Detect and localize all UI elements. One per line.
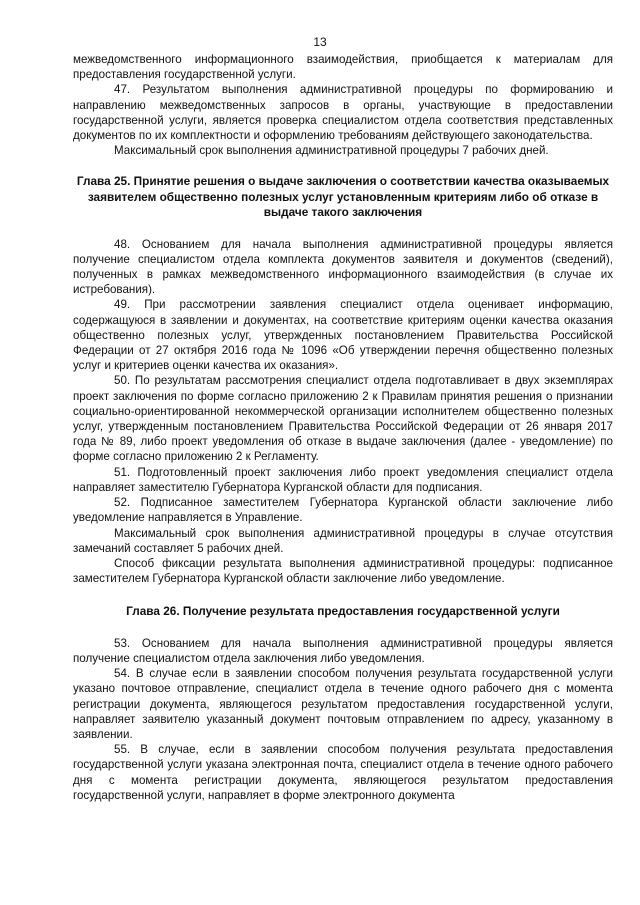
chapter-25-heading: Глава 25. Принятие решения о выдаче заключения о соответствии качества оказываемых заявителем общественно полезных услуг установленным критериям либо об отказе в выдаче такого заключения	[76, 174, 610, 220]
chapter-26-heading: Глава 26. Получение результата предоставления государственной услуги	[126, 604, 560, 619]
paragraph-52: 52. Подписанное заместителем Губернатора Курганской области заключение либо уведомление направляется в Управление.	[73, 496, 613, 525]
paragraph-continuation: межведомственного информационного взаимодействия, приобщается к материалам для предоставления государственной услуги.	[73, 53, 613, 82]
paragraph-54: 54. В случае если в заявлении способом получения результата государственной услуги указано почтовое отправление, специалист отдела в течение одного рабочего дня с момента регистрации документа, являющегося результатом предоставления государственной услуги, направляет заявителю указанный документ почтовым отправлением по адресу, указанному в заявлении.	[73, 667, 613, 741]
paragraph-48: 48. Основанием для начала выполнения административной процедуры является получение специалистом отдела комплекта документов заявителя и документов (сведений), полученных в рамках межведомственного информационного взаимодействия (в случае их истребования).	[73, 237, 613, 297]
paragraph-max-term-5: Максимальный срок выполнения административной процедуры в случае отсутствия замечаний составляет 5 рабочих дней.	[73, 526, 613, 555]
paragraph-53: 53. Основанием для начала выполнения административной процедуры является получение специалистом отдела заключения либо уведомления.	[73, 636, 613, 665]
page-number: 13	[313, 35, 327, 49]
paragraph-49: 49. При рассмотрении заявления специалист отдела оценивает информацию, содержащуюся в заявлении и документах, на соответствие критериям оценки качества оказания общественно полезных услуг, утвержденных постановлением Правительства Российской Федерации от 27 октября 2016 года № 1096 «Об утверждении перечня общественно полезных услуг и критериев оценки качества их оказания».	[73, 298, 613, 373]
page-body	[73, 52, 613, 803]
paragraph-55: 55. В случае, если в заявлении способом получения результата предоставления государственной услуги указана электронная почта, специалист отдела в течение одного рабочего дня с момента регистрации документа, являющегося результатом предоставления государственной услуги, направляет в форме электронного документа	[73, 743, 613, 802]
paragraph-51: 51. Подготовленный проект заключения либо проект уведомления специалист отдела направляет заместителю Губернатора Курганской области для подписания.	[73, 465, 613, 494]
paragraph-max-term-7: Максимальный срок выполнения административной процедуры 7 рабочих дней.	[114, 144, 549, 158]
paragraph-47: 47. Результатом выполнения административной процедуры по формированию и направлению межведомственных запросов в органы, участвующие в предоставлении государственной услуги, является проверка специалистом отдела соответствия представленных документов по их комплектности и оформлению требованиям действующего законодательства.	[73, 83, 613, 143]
paragraph-fixation-method: Способ фиксации результата выполнения административной процедуры: подписанное заместителем Губернатора Курганской области заключение либо уведомление.	[73, 556, 613, 586]
paragraph-50: 50. По результатам рассмотрения специалист отдела подготавливает в двух экземплярах проект заключения по форме согласно приложению 2 к Правилам принятия решения о признании социально-ориентированной некоммерческой организации исполнителем общественно полезных услуг, утвержденным постановлением Правительства Российской Федерации от 26 января 2017 года № 89, либо проект уведомления об отказе в выдаче заключения (далее - уведомление) по форме согласно приложению 2 к Регламенту.	[73, 374, 613, 464]
